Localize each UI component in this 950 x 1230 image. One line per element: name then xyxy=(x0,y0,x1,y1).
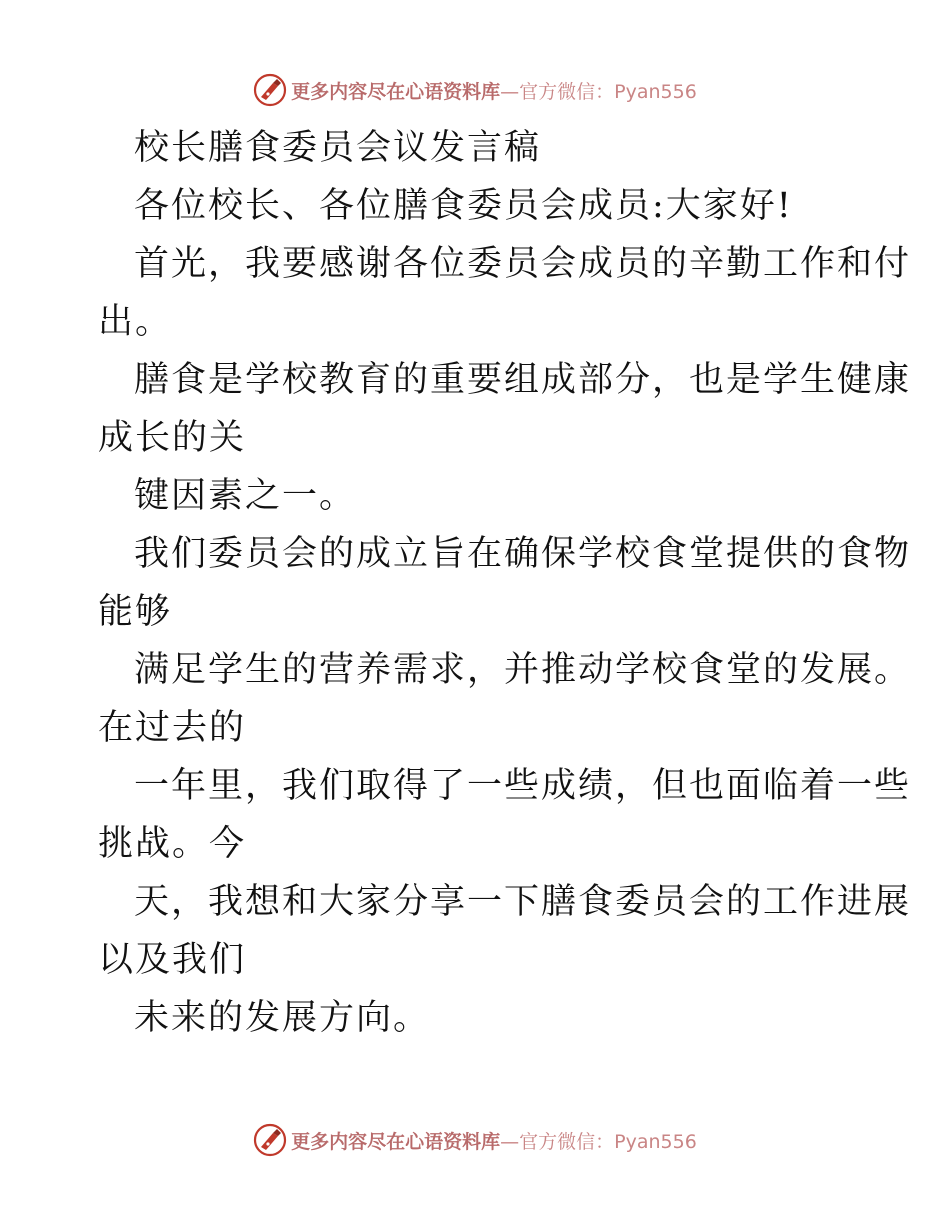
text-line: 一年里，我们取得了一些成绩，但也面临着一些 xyxy=(134,766,912,806)
header-banner xyxy=(0,70,950,110)
text-line: 天，我想和大家分享一下膳食委员会的工作进展 xyxy=(134,882,912,922)
text-line: 满足学生的营养需求，并推动学校食堂的发展。 xyxy=(134,650,912,690)
pen-nib-logo-icon xyxy=(253,1123,287,1157)
text-line: 能够 xyxy=(98,592,173,632)
footer-banner-text: 更多内容尽在心语资料库—官方微信：Pyan556 xyxy=(291,1130,697,1153)
text-line: 在过去的 xyxy=(98,708,247,748)
text-line: 键因素之一。 xyxy=(134,476,357,516)
text-line: 挑战。今 xyxy=(98,824,247,864)
header-banner-text: 更多内容尽在心语资料库—官方微信：Pyan556 xyxy=(291,80,697,103)
text-line: 未来的发展方向。 xyxy=(134,998,431,1038)
text-line: 我们委员会的成立旨在确保学校食堂提供的食物 xyxy=(134,534,912,574)
text-line: 出。 xyxy=(98,302,173,342)
text-line: 以及我们 xyxy=(98,940,247,980)
footer-banner xyxy=(0,1120,950,1160)
text-line: 膳食是学校教育的重要组成部分，也是学生健康 xyxy=(134,360,912,400)
text-line: 成长的关 xyxy=(98,418,247,458)
text-line: 首光，我要感谢各位委员会成员的辛勤工作和付 xyxy=(134,244,912,284)
pen-nib-logo-icon xyxy=(253,73,287,107)
greeting-line: 各位校长、各位膳食委员会成员:大家好! xyxy=(134,186,793,226)
document-title: 校长膳食委员会议发言稿 xyxy=(134,128,542,168)
